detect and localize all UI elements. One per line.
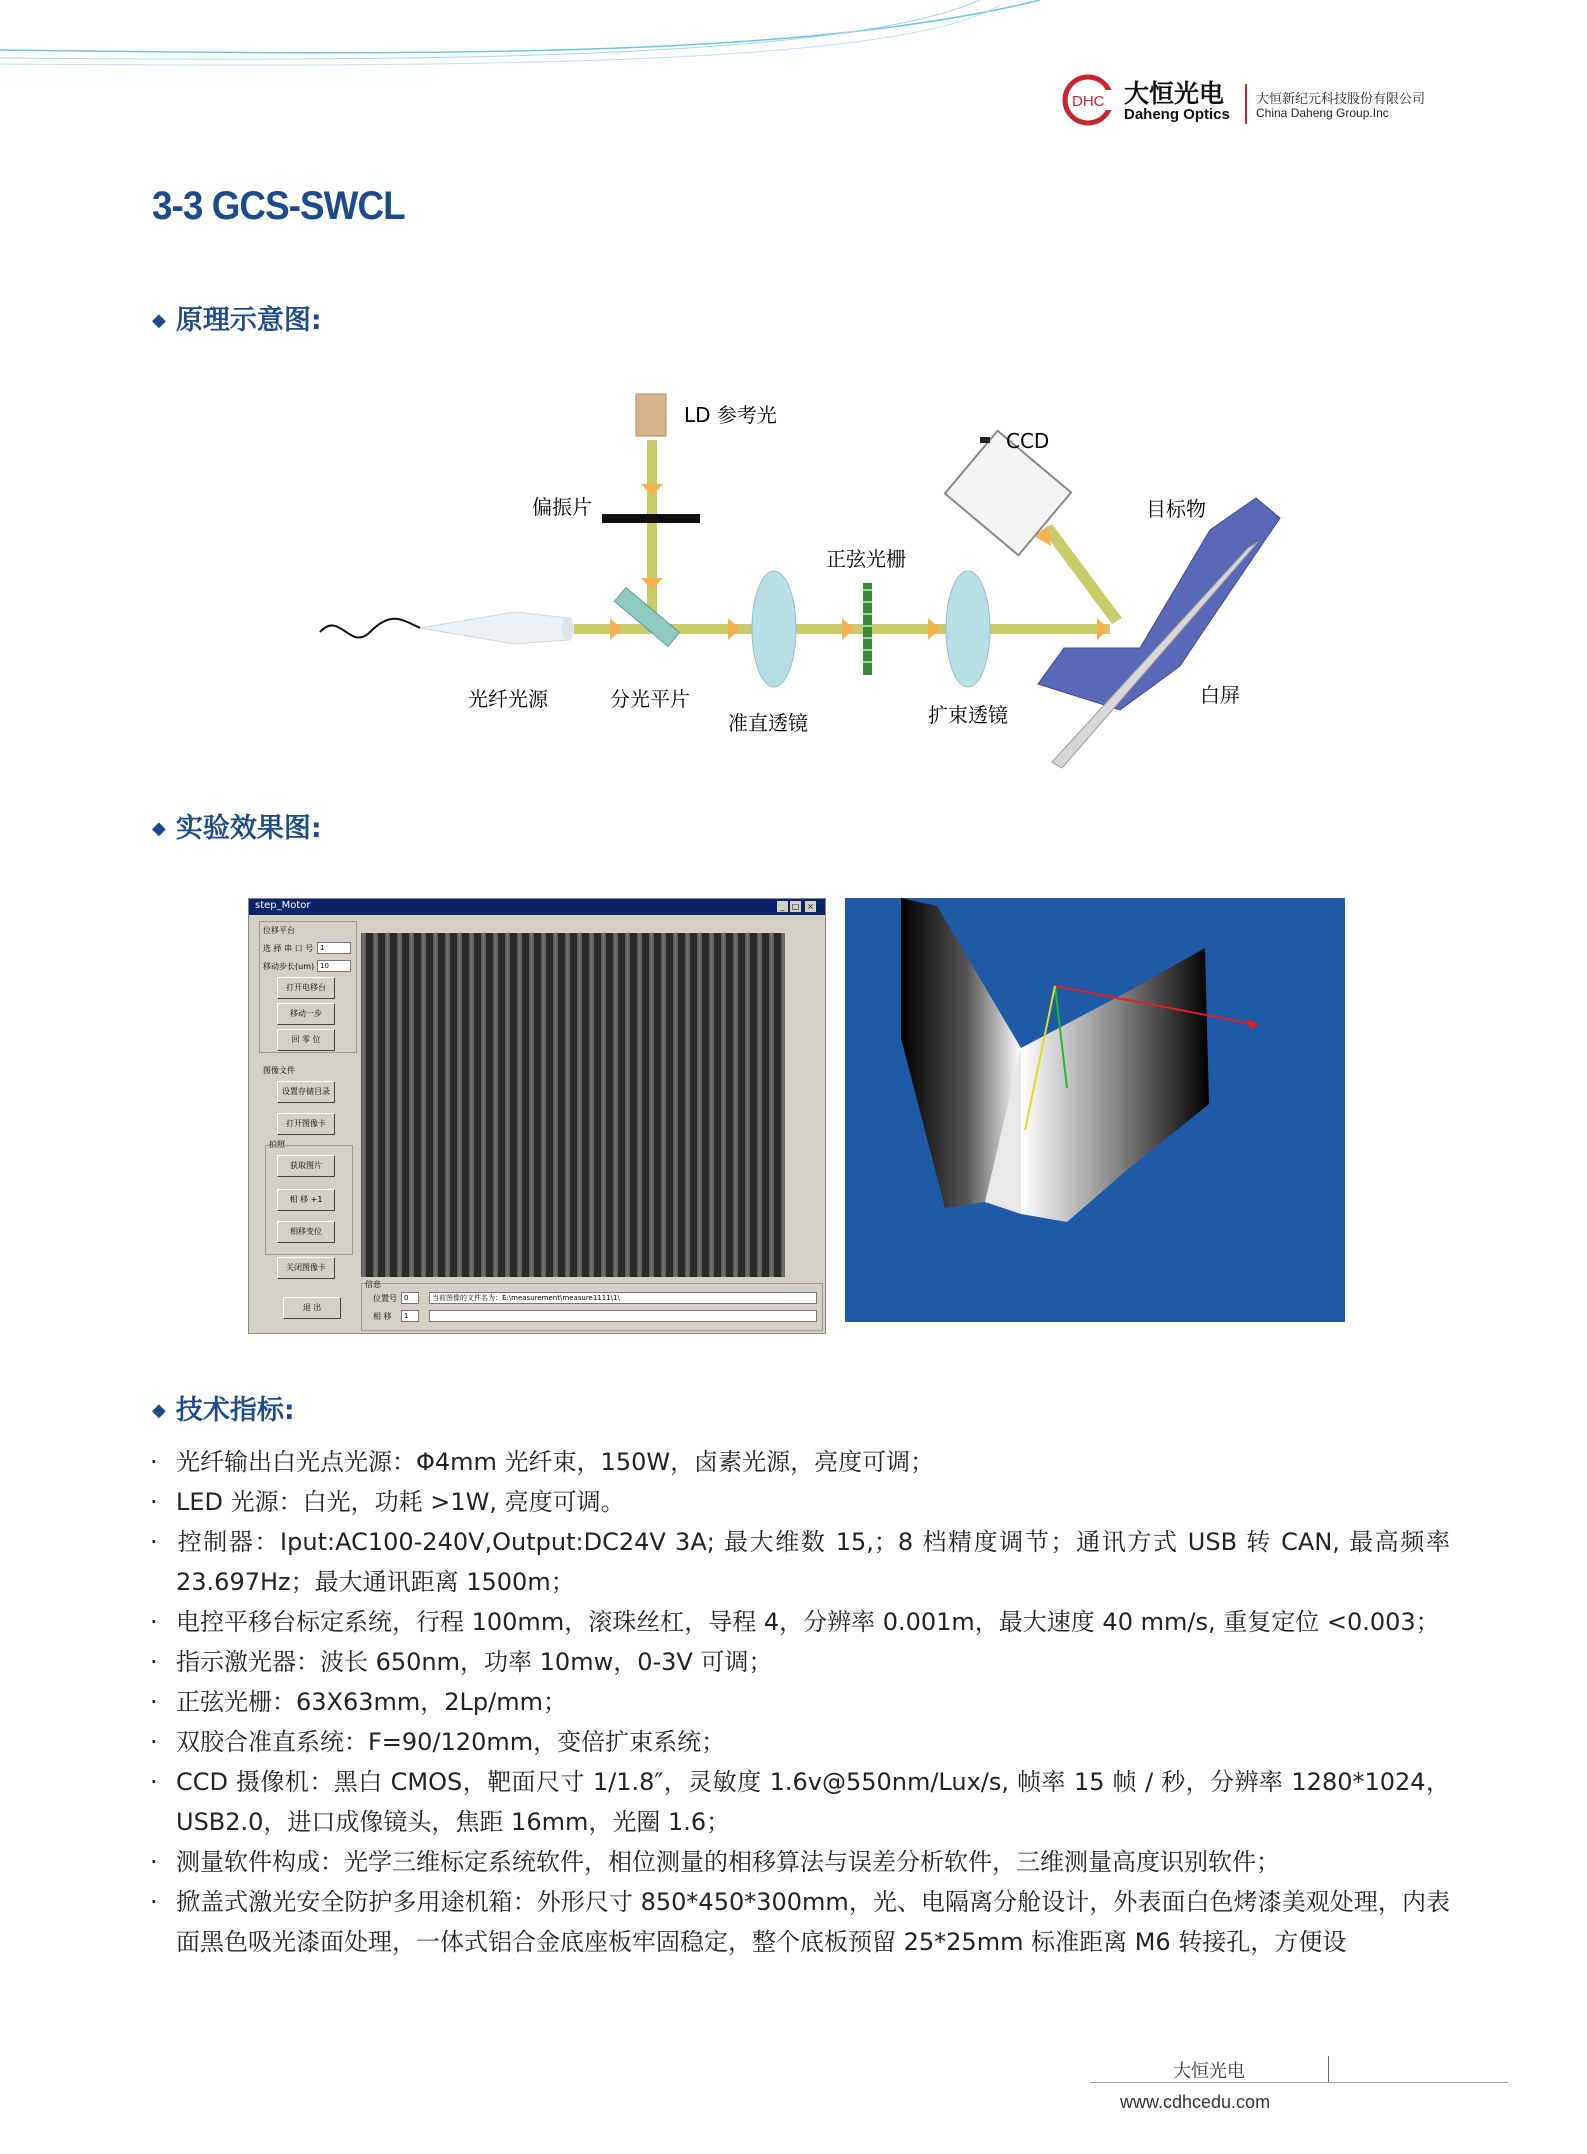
info-group-label: 信息 — [365, 1280, 381, 1289]
phase-shift-button[interactable]: 相 移 +1 — [277, 1189, 335, 1211]
close-card-button[interactable]: 关闭图像卡 — [277, 1257, 335, 1279]
company-name-cn: 大恒新纪元科技股份有限公司 — [1256, 92, 1426, 107]
fiber-source-cone — [420, 612, 568, 644]
ccd-mount — [980, 437, 990, 443]
footer-brand: 大恒光电 — [1173, 2061, 1245, 2082]
spec-item: · LED 光源：白光，功耗 >1W, 亮度可调。 — [150, 1488, 625, 1516]
spec-item: · 双胶合准直系统：F=90/120mm，变倍扩束系统； — [150, 1728, 726, 1756]
spec-item: · CCD 摄像机：黑白 CMOS，靶面尺寸 1/1.8″，灵敏度 1.6v@550nm/Lux/s, 帧率 15 帧 / 秒，分辨率 1280*1024，USB2.0，进口成像镜头，焦距 16mm，光圈 1.6； — [150, 1768, 1450, 1836]
path-field: 当前图像的文件名为：E:\measurement\measure1111\1\ — [429, 1292, 817, 1304]
reconstruction-3d-render — [845, 898, 1345, 1322]
arrow-main-2 — [728, 618, 740, 640]
spec-item: · 控制器：Iput:AC100-240V,Output:DC24V 3A; 最大维数 15,；8 档精度调节；通讯方式 USB 转 CAN, 最高频率 23.697Hz；最大通讯距离 1500m； — [150, 1528, 1450, 1596]
section-principle — [152, 298, 322, 337]
spec-item: · 测量软件构成：光学三维标定系统软件，相位测量的相移算法与误差分析软件，三维测量高度识别软件； — [150, 1848, 1280, 1876]
maximize-icon[interactable]: □ — [791, 902, 800, 911]
open-card-button[interactable]: 打开图像卡 — [277, 1113, 335, 1135]
port-label: 选 择 串 口 号 — [263, 944, 314, 953]
section-results-label: 实验效果图: — [175, 813, 322, 844]
phase-label: 相 移 — [373, 1312, 392, 1321]
diamond-bullet-icon: ◆ — [152, 310, 166, 331]
position-label: 位置号 — [373, 1294, 397, 1303]
group-stage-label: 位移平台 — [263, 926, 295, 935]
step-select[interactable]: 10 — [317, 960, 351, 972]
phase-value: 1 — [401, 1310, 419, 1322]
set-dir-button[interactable]: 设置存储目录 — [277, 1081, 335, 1103]
beam-ld — [647, 440, 657, 618]
spec-item: · 掀盖式激光安全防护多用途机箱：外形尺寸 850*450*300mm，光、电隔离分舱设计，外表面白色烤漆美观处理，内表面黑色吸光漆面处理，一体式铝合金底座板牢固稳定，整个底板预留 25*25mm 标准距离 M6 转接孔，方便设 — [150, 1888, 1450, 1956]
arrow-ld-2 — [641, 578, 663, 590]
label-expander: 扩束透镜 — [928, 703, 1008, 727]
fringe-image — [361, 933, 785, 1277]
label-collimator: 准直透镜 — [728, 711, 808, 735]
close-icon[interactable]: × — [805, 901, 816, 912]
section-results — [152, 806, 322, 845]
spec-item: · 光纤输出白光点光源：Φ4mm 光纤束，150W，卤素光源，亮度可调； — [150, 1448, 935, 1476]
window-title: step_Motor — [255, 900, 311, 911]
fiber-cable — [320, 619, 420, 638]
group-capture-label: 拍照 — [269, 1140, 285, 1149]
exit-button[interactable]: 退 出 — [283, 1297, 341, 1319]
home-button[interactable]: 回 零 位 — [277, 1029, 335, 1051]
expander-lens — [946, 571, 990, 687]
arrow-main-3 — [842, 618, 854, 640]
open-stage-button[interactable]: 打开电移台 — [277, 977, 335, 999]
company-name-en: China Daheng Group.Inc — [1256, 106, 1389, 120]
ld-source — [636, 394, 666, 436]
header-wave-lines — [0, 0, 1587, 80]
capture-button[interactable]: 获取图片 — [277, 1155, 335, 1177]
section-specs — [152, 1388, 295, 1427]
arrow-main-5 — [1097, 618, 1109, 640]
section-principle-label: 原理示意图: — [175, 305, 322, 336]
spec-list — [150, 1442, 1450, 1962]
status-field — [429, 1310, 817, 1322]
spec-item: · 电控平移台标定系统，行程 100mm，滚珠丝杠，导程 4，分辨率 0.001m，最大速度 40 mm/s, 重复定位 <0.003； — [150, 1608, 1440, 1636]
beam-main-2 — [914, 624, 1110, 634]
footer-rule — [1090, 2082, 1508, 2083]
label-polarizer: 偏振片 — [532, 495, 592, 519]
brand-separator — [1245, 84, 1247, 124]
collimator-lens — [752, 571, 796, 687]
beam-reflected — [1042, 524, 1122, 624]
label-screen: 白屏 — [1200, 683, 1240, 707]
label-splitter: 分光平片 — [610, 687, 690, 711]
fringe-pattern — [361, 933, 785, 1277]
phase-change-button[interactable]: 相移变位 — [277, 1221, 335, 1243]
surface-right — [1021, 948, 1209, 1222]
brand-name-cn: 大恒光电 — [1124, 79, 1225, 108]
section-specs-label: 技术指标: — [175, 1395, 295, 1426]
brand-name-en: Daheng Optics — [1124, 106, 1230, 123]
diamond-bullet-icon: ◆ — [152, 818, 166, 839]
step-label: 移动步长(um) — [263, 962, 315, 971]
footer-tick — [1328, 2056, 1329, 2082]
window-titlebar — [249, 899, 825, 915]
fiber-source-tip — [562, 617, 574, 641]
arrow-ld-1 — [641, 484, 663, 496]
height-map-render — [845, 898, 1345, 1322]
footer-url[interactable]: www.cdhcedu.com — [1120, 2092, 1271, 2112]
target-object — [1038, 498, 1280, 710]
software-window — [248, 898, 826, 1334]
dhc-logo-icon — [1060, 72, 1122, 128]
label-target: 目标物 — [1146, 497, 1206, 521]
label-ld: LD 参考光 — [684, 403, 777, 427]
spec-item: · 指示激光器：波长 650nm，功率 10mw，0-3V 可调； — [150, 1648, 773, 1676]
move-step-button[interactable]: 移动一步 — [277, 1003, 335, 1025]
svg-text:DHC: DHC — [1072, 93, 1105, 110]
arrow-main-4 — [928, 618, 940, 640]
axis-x-arrow — [1249, 1019, 1259, 1029]
label-grating: 正弦光栅 — [826, 547, 906, 571]
group-files-label: 图像文件 — [263, 1066, 295, 1075]
minimize-icon[interactable]: _ — [777, 901, 788, 912]
label-ccd: CCD — [1006, 429, 1050, 453]
diamond-bullet-icon: ◆ — [152, 1400, 166, 1421]
position-value: 0 — [401, 1292, 419, 1304]
info-group — [361, 1283, 823, 1331]
page-title: 3-3 GCS-SWCL — [152, 184, 405, 228]
polarizer-plate — [602, 514, 700, 523]
label-fiber: 光纤光源 — [468, 687, 548, 711]
spec-item: · 正弦光栅：63X63mm，2Lp/mm； — [150, 1688, 567, 1716]
arrow-main-1 — [610, 618, 622, 640]
optical-setup-diagram — [300, 380, 1290, 780]
port-select[interactable]: 1 — [317, 942, 351, 954]
